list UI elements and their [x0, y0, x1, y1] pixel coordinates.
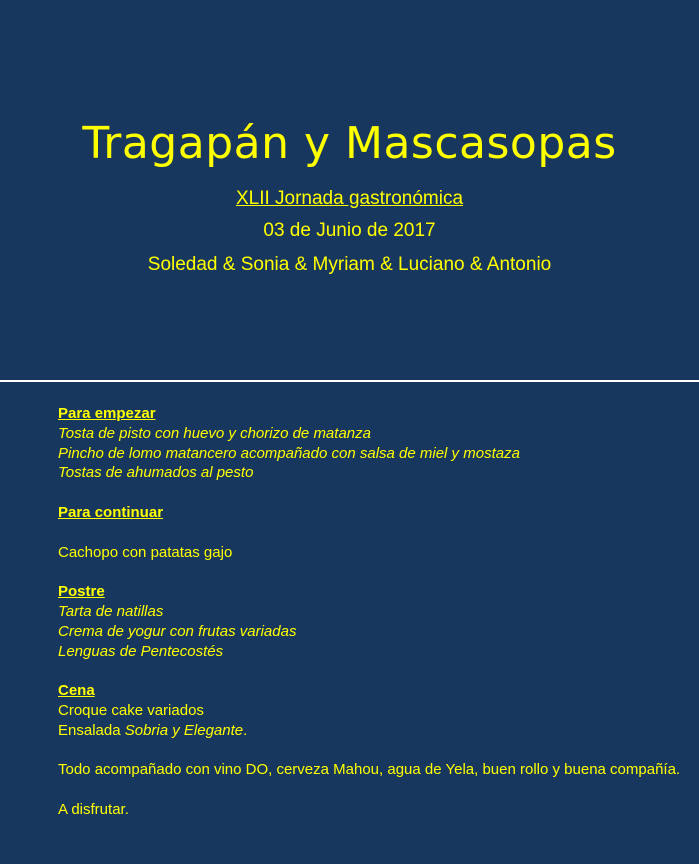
farewell-text: A disfrutar. [58, 800, 129, 818]
salad-name: Sobria y Elegante [124, 721, 244, 739]
salad-prefix: Ensalada [58, 721, 125, 739]
menu-item: Cachopo con patatas gajo [58, 543, 233, 561]
menu-item: Crema de yogur con frutas variadas [58, 622, 297, 640]
event-subtitle: XLII Jornada gastronómica [235, 188, 464, 209]
salad-suffix: . [243, 721, 248, 739]
menu-item: Tarta de natillas [58, 602, 164, 620]
event-hosts: Soledad & Sonia & Myriam & Luciano & Antonio [147, 254, 552, 275]
menu-item [58, 721, 688, 741]
menu-heading-start: Para empezar [58, 405, 156, 422]
page-title: Tragapán y Mascasopas [82, 118, 617, 169]
menu-heading-continue: Para continuar [58, 503, 164, 521]
menu-heading-dessert: Postre [58, 583, 105, 601]
menu-item: Croque cake variados [58, 701, 204, 719]
menu-heading-dinner: Cena [58, 682, 95, 700]
event-date: 03 de Junio de 2017 [263, 220, 436, 241]
menu-item: Tostas de ahumados al pesto [58, 464, 254, 482]
menu-item: Tosta de pisto con huevo y chorizo de matanza [58, 424, 371, 442]
section-divider [0, 380, 699, 382]
menu-body [58, 404, 688, 820]
menu-item: Pincho de lomo matancero acompañado con salsa de miel y mostaza [58, 444, 520, 462]
closing-note: Todo acompañado con vino DO, cerveza Mahou, agua de Yela, buen rollo y buena compañía. [58, 761, 681, 779]
menu-item: Lenguas de Pentecostés [58, 642, 224, 660]
